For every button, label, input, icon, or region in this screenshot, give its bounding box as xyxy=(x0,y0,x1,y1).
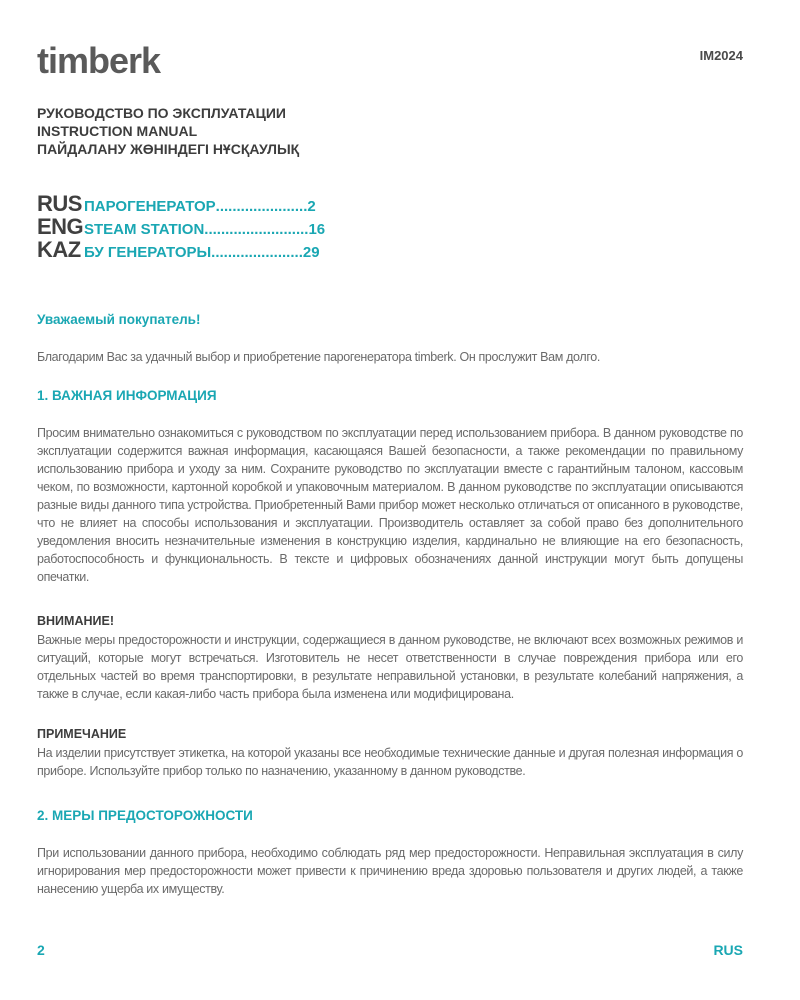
page-number: 2 xyxy=(37,942,45,958)
toc-page: 2 xyxy=(307,198,316,215)
toc-page: 16 xyxy=(308,221,326,238)
section-1-title: 1. ВАЖНАЯ ИНФОРМАЦИЯ xyxy=(37,388,217,403)
toc-row-kaz[interactable] xyxy=(37,237,325,260)
greeting: Уважаемый покупатель! xyxy=(37,312,201,327)
title-kaz: ПАЙДАЛАНУ ЖӨНІНДЕГІ НҰСҚАУЛЫҚ xyxy=(37,141,300,157)
brand-logo: timberk xyxy=(37,40,161,81)
section-2-body: При использовании данного прибора, необходимо соблюдать ряд мер предосторожности. Неправильная эксплуатация в силу игнорирования мер предосторожности может привести к причинению вреда здоровью пользователя и других людей, а также нанесению ущерба их имуществу. xyxy=(37,846,743,896)
section-2-title: 2. МЕРЫ ПРЕДОСТОРОЖНОСТИ xyxy=(37,808,253,823)
manual-titles xyxy=(37,104,299,158)
table-of-contents xyxy=(37,191,325,260)
toc-dots: ......................... xyxy=(204,221,309,238)
attention-title: ВНИМАНИЕ! xyxy=(37,614,114,628)
title-rus: РУКОВОДСТВО ПО ЭКСПЛУАТАЦИИ xyxy=(37,105,286,121)
toc-page: 29 xyxy=(302,244,320,261)
title-eng: INSTRUCTION MANUAL xyxy=(37,123,198,139)
thanks-paragraph: Благодарим Вас за удачный выбор и приобретение парогенератора timberk. Он прослужит Вам долго. xyxy=(37,350,600,364)
document-code: IM2024 xyxy=(699,48,743,63)
toc-dots: ...................... xyxy=(215,198,308,215)
toc-row-eng[interactable] xyxy=(37,214,325,237)
toc-label[interactable]: STEAM STATION xyxy=(84,221,205,238)
toc-row-rus[interactable] xyxy=(37,191,325,214)
note-body: На изделии присутствует этикетка, на которой указаны все необходимые технические данные и другая полезная информация о приборе. Используйте прибор только по назначению, указанному в данном руководстве. xyxy=(37,746,743,778)
note-title: ПРИМЕЧАНИЕ xyxy=(37,727,127,741)
toc-lang: ENG xyxy=(37,214,84,239)
toc-lang: KAZ xyxy=(37,237,81,262)
attention-body: Важные меры предосторожности и инструкции, содержащиеся в данном руководстве, не включают всех возможных режимов и ситуаций, которые могут встречаться. Изготовитель не несет ответственности в случае повреждения прибора или его отдельных частей во время транспортировки, в результате неправильной установки, в результате колебаний напряжения, а также в случае, если какая-либо часть прибора была изменена или модифицирована. xyxy=(37,633,743,701)
toc-label[interactable]: ПАРОГЕНЕРАТОР xyxy=(84,198,216,215)
footer-language: RUS xyxy=(713,942,743,958)
toc-dots: ...................... xyxy=(211,244,303,261)
toc-label[interactable]: БУ ГЕНЕРАТОРЫ xyxy=(84,244,212,261)
toc-lang: RUS xyxy=(37,191,82,216)
section-1-body: Просим внимательно ознакомиться с руководством по эксплуатации перед использованием прибора. В данном руководстве по эксплуатации содержится важная информация, касающаяся Вашей безопасности, а также рекомендации по правильному использованию прибора и уходу за ним. Сохраните руководство по эксплуатации вместе с гарантийным талоном, кассовым чеком, по возможности, картонной коробкой и упаковочным материалом. В данном руководстве по эксплуатации описываются разные виды данного типа устройства. Приобретенный Вами прибор может несколько отличаться от описанного в руководстве, что не влияет на способы использования и эксплуатации. Производитель оставляет за собой право без дополнительного уведомления вносить незначительные изменения в конструкцию изделия, кардинально не влияющие на его безопасность, работоспособность и функциональность. В тексте и цифровых обозначениях данной инструкции могут быть допущены опечатки. xyxy=(37,426,743,584)
